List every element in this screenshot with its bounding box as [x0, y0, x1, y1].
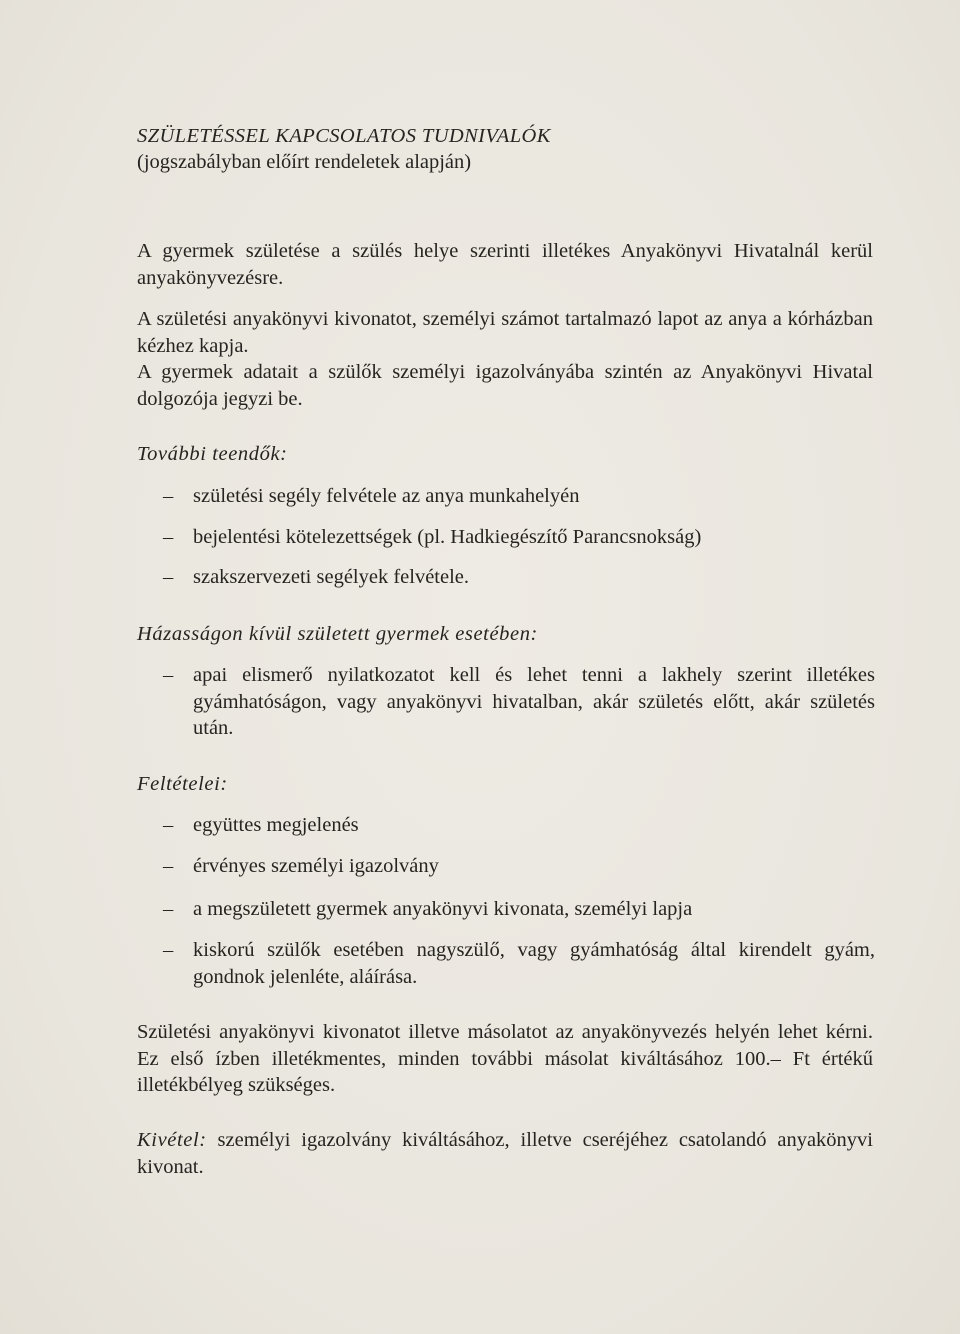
list-item	[163, 812, 875, 839]
dash-mark: –	[163, 526, 174, 548]
list-item	[163, 662, 875, 742]
list-item	[163, 896, 875, 923]
dash-mark: –	[163, 664, 174, 686]
dash-mark: –	[163, 855, 174, 877]
list-item-text: bejelentési kötelezettségek (pl. Hadkiegészítő Parancsnokság)	[193, 526, 702, 548]
list-item-text: együttes megjelenés	[193, 814, 359, 836]
exception-paragraph	[137, 1127, 873, 1180]
out-of-wedlock-heading: Házasságon kívül született gyermek esetében:	[137, 623, 538, 645]
list-item-text: érvényes személyi igazolvány	[193, 855, 439, 877]
list-item	[163, 524, 875, 551]
document-title: SZÜLETÉSSEL KAPCSOLATOS TUDNIVALÓK	[137, 125, 551, 147]
dash-mark: –	[163, 566, 174, 588]
list-item	[163, 853, 875, 880]
list-item	[163, 564, 875, 591]
dash-mark: –	[163, 485, 174, 507]
list-item	[163, 483, 875, 510]
dash-mark: –	[163, 939, 174, 961]
intro-paragraph-3: A gyermek adatait a szülők személyi igazolványába szintén az Anyakönyvi Hivatal dolgozója jegyzi be.	[137, 361, 873, 410]
intro-paragraph-1: A gyermek születése a szülés helye szerinti illetékes Anyakönyvi Hivatalnál kerül anyakönyvezésre.	[137, 240, 873, 289]
list-item-text: szakszervezeti segélyek felvétele.	[193, 566, 470, 588]
dash-mark: –	[163, 814, 174, 836]
intro-paragraph-2: A születési anyakönyvi kivonatot, személyi számot tartalmazó lapot az anya a kórházban kézhez kapja.	[137, 308, 873, 357]
list-item-text: születési segély felvétele az anya munkahelyén	[193, 485, 580, 507]
exception-label: Kivétel:	[137, 1129, 207, 1151]
conditions-heading: Feltételei:	[137, 773, 228, 795]
list-item-text: apai elismerő nyilatkozatot kell és lehet tenni a lakhely szerint illetékes gyámhatóságon, vagy anyakönyvi hivatalban, akár születés előtt, akár születés után.	[193, 664, 875, 739]
list-item	[163, 937, 875, 990]
list-item-text: kiskorú szülők esetében nagyszülő, vagy gyámhatóság által kirendelt gyám, gondnok jelenléte, aláírása.	[193, 939, 875, 988]
copies-paragraph: Születési anyakönyvi kivonatot illetve másolatot az anyakönyvezés helyén lehet kérni. Ez első ízben illetékmentes, minden további másolat kiváltásához 100.– Ft értékű illetékbélyeg szükséges.	[137, 1021, 873, 1096]
exception-text: személyi igazolvány kiváltásához, illetve cseréjéhez csatolandó anyakönyvi kivonat.	[137, 1129, 873, 1178]
document-subtitle: (jogszabályban előírt rendeletek alapján)	[137, 151, 472, 173]
dash-mark: –	[163, 898, 174, 920]
list-item-text: a megszületett gyermek anyakönyvi kivonata, személyi lapja	[193, 898, 693, 920]
further-tasks-heading: További teendők:	[137, 443, 288, 465]
